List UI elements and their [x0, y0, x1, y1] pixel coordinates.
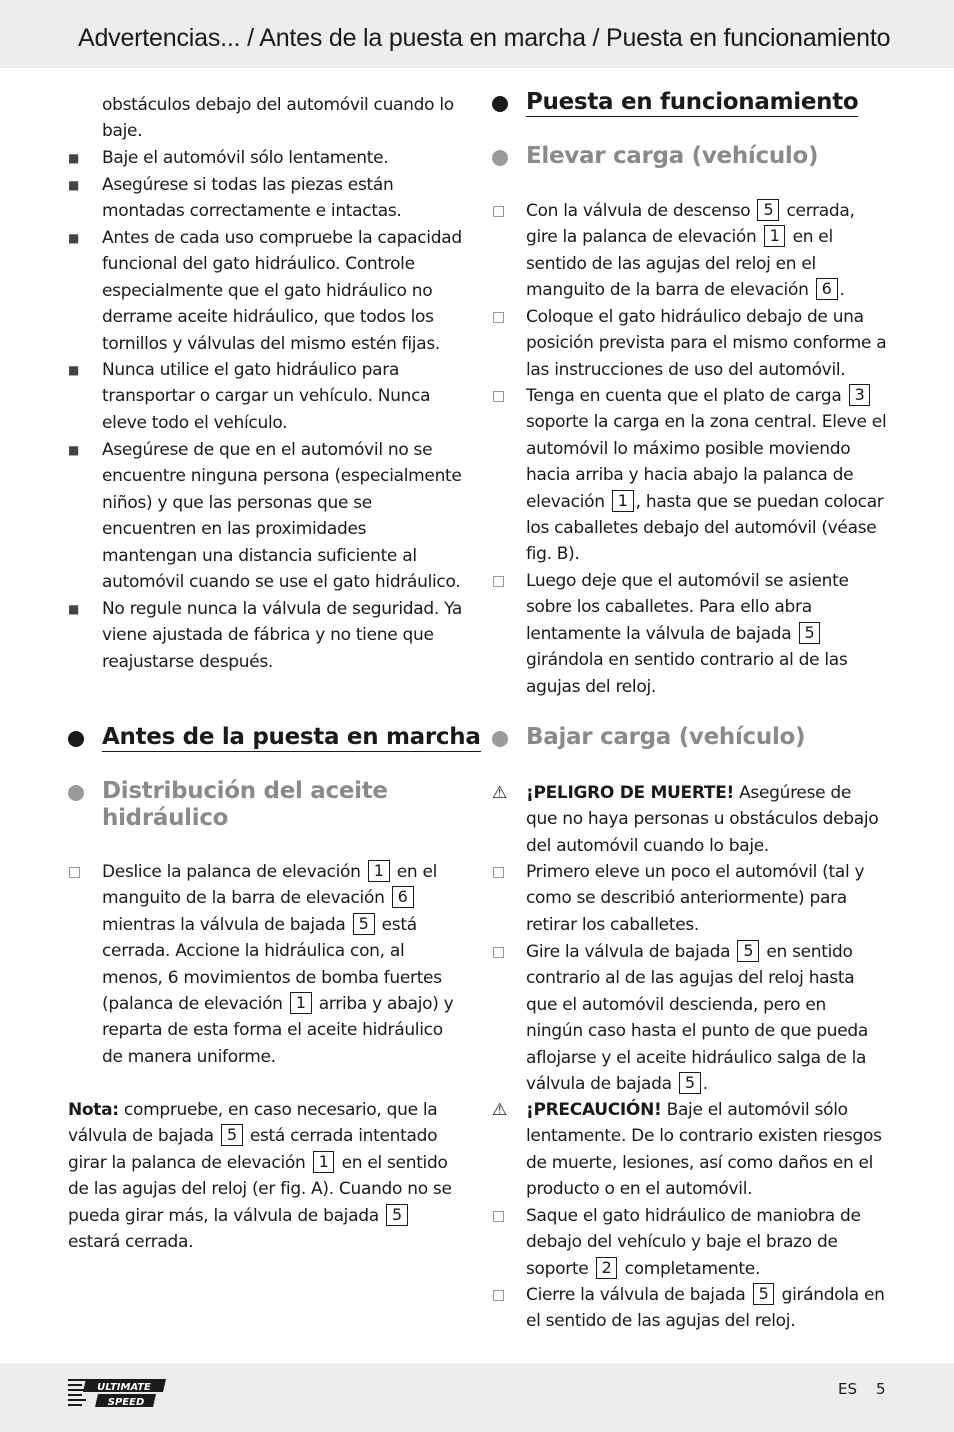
- bullet-item: ■ Nunca utilice el gato hidráulico para transportar o cargar un vehículo. Nunca eleve todo el vehículo.: [68, 357, 463, 436]
- bullet-item: ■ Asegúrese de que en el automóvil no se encuentre ninguna persona (especialmente niños) y que las personas que se encuentren en las proximidades mantengan una distancia suficiente al automóvil cuando se use el gato hidráulico.: [68, 437, 463, 595]
- ref-number: 2: [596, 1257, 618, 1279]
- bullet-dot-icon: [492, 96, 508, 112]
- checkbox-square-icon: □: [68, 864, 81, 880]
- square-bullet-icon: ■: [68, 151, 80, 165]
- ultimate-speed-logo: [68, 1377, 168, 1409]
- page-number: 5: [876, 1380, 886, 1398]
- checkbox-square-icon: □: [492, 1208, 505, 1224]
- warning-item: ⚠ ¡PRECAUCIÓN! Baje el automóvil sólo lentamente. De lo contrario existen riesgos de muerte, lesiones, así como daños en el producto o en el automóvil.: [492, 1097, 887, 1203]
- subsection-heading-lower: Bajar carga (vehículo): [492, 724, 805, 751]
- checkbox-square-icon: □: [492, 864, 505, 880]
- checkbox-square-icon: □: [492, 573, 505, 589]
- ref-number: 6: [392, 886, 414, 908]
- page-footer: [0, 1363, 954, 1432]
- step-item: □ Saque el gato hidráulico de maniobra de debajo del vehículo y baje el brazo de soporte 2 completamente.: [492, 1203, 887, 1282]
- bullet-continued: obstáculos debajo del automóvil cuando lo baje.: [102, 95, 454, 142]
- warning-label: ¡PELIGRO DE MUERTE!: [526, 783, 734, 803]
- square-bullet-icon: ■: [68, 178, 80, 192]
- ref-number: 5: [353, 913, 375, 935]
- ref-number: 5: [799, 622, 821, 644]
- checkbox-square-icon: □: [492, 309, 505, 325]
- bullet-dot-icon: [68, 785, 84, 801]
- square-bullet-icon: ■: [68, 602, 80, 616]
- subsection-heading-raise: Elevar carga (vehículo): [492, 143, 818, 170]
- bullet-item: ■ Antes de cada uso compruebe la capacidad funcional del gato hidráulico. Controle especialmente que el gato hidráulico no derrame aceite hidráulico, que todos los tornillos y válvulas del mismo estén fijas.: [68, 225, 463, 357]
- checkbox-square-icon: □: [492, 203, 505, 219]
- square-bullet-icon: ■: [68, 363, 80, 377]
- step-item: □ Con la válvula de descenso 5 cerrada, gire la palanca de elevación 1 en el sentido de las agujas del reloj en el manguito de la barra de elevación 6 .: [492, 200, 855, 301]
- logo-text-ultimate: ULTIMATE: [97, 1382, 151, 1393]
- warning-triangle-icon: ⚠: [492, 1100, 507, 1120]
- checkbox-square-icon: □: [492, 388, 505, 404]
- note-label: Nota:: [68, 1100, 119, 1120]
- section-heading-before-start: Antes de la puesta en marcha: [68, 724, 481, 752]
- checkbox-square-icon: □: [492, 944, 505, 960]
- bullet-item: ■ Asegúrese si todas las piezas están montadas correctamente e intactas.: [68, 172, 463, 225]
- checkbox-square-icon: □: [492, 1287, 505, 1303]
- bullet-dot-icon: [492, 731, 508, 747]
- ref-number: 5: [221, 1124, 243, 1146]
- ref-number: 1: [764, 225, 786, 247]
- ref-number: 1: [313, 1151, 335, 1173]
- ref-number: 5: [753, 1283, 775, 1305]
- subsection-heading-oil: Distribución del aceite hidráulico: [68, 778, 463, 832]
- ref-number: 5: [386, 1204, 408, 1226]
- step-item: □ Luego deje que el automóvil se asiente sobre los caballetes. Para ello abra lentamente la válvula de bajada 5 girándola en sentido contrario al de las agujas del reloj.: [492, 568, 887, 700]
- bullet-item: ■ Baje el automóvil sólo lentamente.: [68, 145, 463, 171]
- bullet-item: ■ No regule nunca la válvula de seguridad. Ya viene ajustada de fábrica y no tiene que reajustarse después.: [68, 596, 463, 675]
- warning-item: ⚠ ¡PELIGRO DE MUERTE! Asegúrese de que no haya personas u obstáculos debajo del automóvil cuando lo baje.: [492, 780, 887, 859]
- ref-number: 5: [737, 940, 759, 962]
- ref-number: 1: [368, 860, 390, 882]
- logo-text-speed: SPEED: [107, 1397, 145, 1408]
- ref-number: 5: [757, 199, 779, 221]
- language-code: ES: [838, 1380, 857, 1398]
- warning-triangle-icon: ⚠: [492, 783, 507, 803]
- ref-number: 5: [679, 1072, 701, 1094]
- note-paragraph: Nota: compruebe, en caso necesario, que la válvula de bajada 5 está cerrada intentado girar la palanca de elevación 1 en el sentido de las agujas del reloj (er fig. A). Cuando no se pueda girar más, la válvula de bajada 5 estará cerrada.: [68, 1100, 452, 1253]
- square-bullet-icon: ■: [68, 231, 80, 245]
- step-item: □ Deslice la palanca de elevación 1 en el manguito de la barra de elevación 6 mientras la válvula de bajada 5 está cerrada. Accione la hidráulica con, al menos, 6 movimientos de bomba fuertes (palanca de elevación 1 arriba y abajo) y reparta de esta forma el aceite hidráulico de manera uniforme.: [68, 861, 454, 1067]
- square-bullet-icon: ■: [68, 443, 80, 457]
- ref-number: 6: [816, 278, 838, 300]
- ref-number: 3: [849, 384, 871, 406]
- step-item: □ Coloque el gato hidráulico debajo de una posición prevista para el mismo conforme a las instrucciones de uso del automóvil.: [492, 304, 887, 383]
- page-header: [0, 0, 954, 68]
- warning-label: ¡PRECAUCIÓN!: [526, 1100, 662, 1120]
- page-title: Advertencias... / Antes de la puesta en marcha / Puesta en funcionamiento: [78, 24, 891, 52]
- step-item: □ Primero eleve un poco el automóvil (tal y como se describió anteriormente) para retirar los caballetes.: [492, 859, 887, 938]
- ref-number: 1: [612, 490, 634, 512]
- step-item: □ Tenga en cuenta que el plato de carga 3 soporte la carga en la zona central. Eleve el automóvil lo máximo posible moviendo hacia arriba y hacia abajo la palanca de elevación 1 , hasta que se puedan colocar los caballetes debajo del automóvil (véase fig. B).: [492, 385, 887, 565]
- bullet-dot-icon: [492, 150, 508, 166]
- bullet-dot-icon: [68, 731, 84, 747]
- step-item: □ Gire la válvula de bajada 5 en sentido contrario al de las agujas del reloj hasta que el automóvil descienda, pero en ningún caso hasta el punto de que pueda aflojarse y el aceite hidráulico salga de la válvula de bajada 5 .: [492, 941, 868, 1095]
- ref-number: 1: [290, 992, 312, 1014]
- section-heading-operation: Puesta en funcionamiento: [492, 89, 858, 117]
- step-item: □ Cierre la válvula de bajada 5 girándola en el sentido de las agujas del reloj.: [492, 1284, 885, 1332]
